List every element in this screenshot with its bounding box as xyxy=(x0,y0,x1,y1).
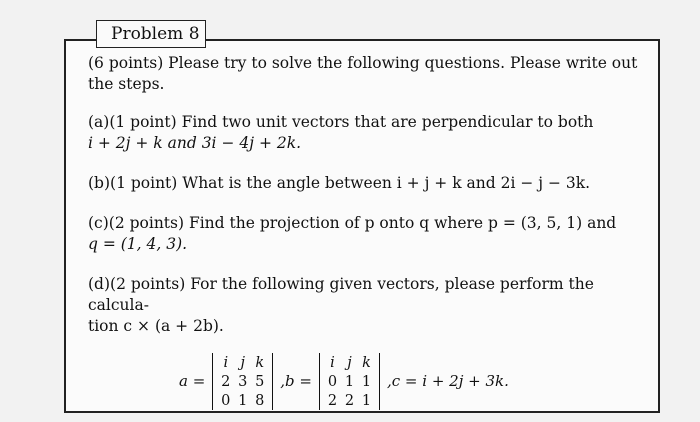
matrix-b-cell: 1 xyxy=(361,374,372,390)
intro-text: (6 points) Please try to solve the following questions. Please write out the steps. xyxy=(88,54,638,93)
part-a xyxy=(88,112,638,154)
part-b xyxy=(88,173,638,194)
matrix-b-cell: 1 xyxy=(344,374,355,390)
matrix-b-cell: 1 xyxy=(361,393,372,409)
matrix-b-cell: k xyxy=(362,355,371,371)
problem-title: Problem 8 xyxy=(96,20,206,48)
matrix-b-cell: 2 xyxy=(344,393,355,409)
matrix-a-cell: 2 xyxy=(221,374,231,390)
vector-c-text: ,c = i + 2j + 3k. xyxy=(387,372,509,390)
matrix-a-cell: 0 xyxy=(221,393,231,409)
part-d-line2: tion c × (a + 2b). xyxy=(88,317,224,335)
part-a-line2: i + 2j + k and 3i − 4j + 2k. xyxy=(88,134,302,152)
matrix-a-cell: k xyxy=(255,355,265,371)
problem-box xyxy=(64,39,660,413)
matrix-b-cell: 0 xyxy=(327,374,338,390)
matrix-b-cell: j xyxy=(347,355,352,371)
matrix-b xyxy=(319,353,380,410)
matrix-a xyxy=(212,353,273,410)
part-c xyxy=(88,213,638,255)
matrix-b-cell: i xyxy=(330,355,335,371)
matrix-a-cell: i xyxy=(223,355,229,371)
part-c-line1: (2 points) Find the projection of p onto q where p = (3, 5, 1) and xyxy=(108,214,617,232)
matrix-a-cell: 8 xyxy=(255,393,265,409)
part-c-line2: q = (1, 4, 3). xyxy=(88,235,188,253)
matrix-a-cell: 3 xyxy=(238,374,248,390)
part-a-head: (a) xyxy=(88,113,110,131)
part-a-line1: (1 point) Find two unit vectors that are perpendicular to both xyxy=(109,113,594,131)
matrix-a-label: a = xyxy=(179,372,206,390)
matrix-a-cell: 1 xyxy=(238,393,248,409)
part-c-head: (c) xyxy=(88,214,109,232)
matrix-b-cell: 2 xyxy=(327,393,338,409)
part-d-head: (d) xyxy=(88,275,111,293)
matrix-row xyxy=(176,353,638,410)
part-d xyxy=(88,274,638,337)
part-b-head: (b) xyxy=(88,174,111,192)
part-b-line1: (1 point) What is the angle between i + j + k and 2i − j − 3k. xyxy=(110,174,591,192)
matrix-b-label: ,b = xyxy=(280,372,312,390)
part-d-line1: (2 points) For the following given vectors, please perform the calcula- xyxy=(88,275,594,314)
matrix-a-cell: 5 xyxy=(255,374,265,390)
matrix-a-cell: j xyxy=(240,355,246,371)
